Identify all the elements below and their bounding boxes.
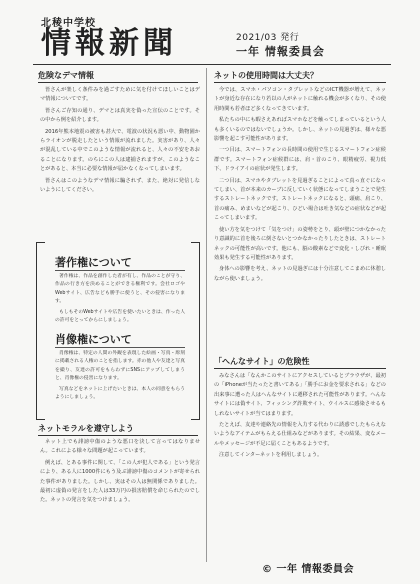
copyright-paragraph: 著作権は、作品を創作した者が有し、作品のことが守り、作品の行き方を決めることができる権利です。会社ロゴやWebサイト、広告なども勝手に使うと、その侵害になります。 xyxy=(55,274,185,305)
usage-heading: ネットの使用時間は大丈夫？ xyxy=(214,71,318,80)
moral-underline xyxy=(38,435,198,436)
hen-underline xyxy=(214,368,386,369)
usage-paragraph: 使い方を気をつけて「気をつけ」の姿勢をとり、頭が壁につかなかったり意識的に首を後ろに倒さないとつかなかったりしたときは、ストレートネックの可能性が高いです。他にも、脳の酸素などで変化・しびれ・睡眠効果も発生する可能性があります。 xyxy=(214,226,386,261)
portrait-body xyxy=(55,350,185,404)
hen-paragraph: みなさんは「なんかこのサイトにアクセスしているとブラウザが、最初の「iPhoneが当たったと書いてある」「勝手にお金を要求される」などの出来事に遭った人はへんなサイトに遷移された可能性があります。へんなサイトには偽サイト、フィッシング詐欺サイト、ウイルスに感染させるもしれないサイトが当てはまります。 xyxy=(214,373,386,417)
dema-paragraph: 皆さんが楽しく条件みを過ごすために気を付けてほしいことはデマ情報についてです。 xyxy=(40,87,200,103)
copyright-paragraph: もしもそのWebサイトや広告を使いたいときは、作った人の許可をとってからにしましょう。 xyxy=(55,309,185,324)
usage-paragraph: 一つ目は、スマートフォンの長時間の使用で生じるスマートフォン症候群です。スマートフォン症候群には、肩・首のこり、眼精疲労、視力低下、ドライアイの症状が発生します。 xyxy=(214,147,386,173)
usage-underline xyxy=(214,82,386,83)
school-name: 北稜中学校 xyxy=(41,18,96,29)
hen-heading: 「へんなサイト」の危険性 xyxy=(214,357,310,366)
masthead-rule xyxy=(33,64,391,65)
copyright-title: 著作権について xyxy=(55,256,132,269)
dema-paragraph: 2016年熊本地震の被害も甚大で、電波の状況も悪い中、動物園からライオンが脱走したという情報が流れました。実害があり、人々が混乱している中でこのような情報が流れると、人々の不安をあおることになります。のちにこの人は逮捕されますが、このようなことがあると、本当に必要な情報が届かなくなってしまいます。 xyxy=(40,128,200,173)
column-divider xyxy=(206,68,207,562)
dema-heading: 危険なデマ情報 xyxy=(38,71,94,80)
box-bracket-right xyxy=(191,242,200,420)
portrait-paragraph: 肖像権は、特定の人間の外観を表現した絵画・写真・彫刻に掲載される人権のことを指します。赤の他人や友達と写真を撮り、友達の許可をもらわずにSNSにアップしてしまうと、肖像権の侵害になります。 xyxy=(55,351,185,382)
hen-paragraph: たとえば、友達や連絡先の情報を入力する代わりに誘惑でしたもらえないようなアイテムがもらえる仕組みなどがあります。その結果、変なメールやメッセージが不足に届くこともあるようです。 xyxy=(214,422,386,447)
hen-paragraph: 注意してインターネットを利用しましょう。 xyxy=(219,452,323,459)
usage-paragraph: 二つ目は、スマホやタブレットを見過ぎることによって真っ直ぐになってしまい、首が本来のカーブに反していく状態になってしまうことで発生するストレートネックです。ストレートネックになると、頭痛、肩こり、首の痛み、めまいなどが起こり、ひどい場合は吐き気などの症状などが起こってしまいます。 xyxy=(214,177,386,222)
newspaper-title: 情報新聞 xyxy=(41,26,177,61)
publisher: 一年 情報委員会 xyxy=(236,45,325,58)
moral-paragraph: ネット上でも誹謗中傷のような悪口を決して言ってはなりません。これによる様々な問題が起こっています。 xyxy=(40,439,200,455)
moral-heading: ネットモラルを遵守しよう xyxy=(38,424,134,433)
issue-date: 2021/03 発行 xyxy=(236,33,300,43)
moral-body xyxy=(40,438,200,556)
copyright-body xyxy=(55,273,185,327)
box-bracket-left xyxy=(36,242,45,420)
dema-body xyxy=(40,86,200,197)
dema-paragraph: 皆さんはこのようなデマ情報に騙されず、また、絶対に発信しないようにしてください。 xyxy=(40,177,200,194)
footer-credit: © 一年 情報委員会 xyxy=(262,564,354,575)
hen-body xyxy=(214,372,386,552)
usage-paragraph: 私たちの中にも暇さえあればスマホなどを触ってしまっているという人も多くいるのではないでしょうか。しかし、ネットの見過ぎは、様々な悪影響を起こす可能性があります。 xyxy=(214,117,386,143)
portrait-title: 肖像権について xyxy=(55,333,132,346)
dema-underline xyxy=(38,82,198,83)
usage-body xyxy=(214,86,386,286)
dema-paragraph: 皆さんご存知の通り、デマとは真実を偽った宣伝のことです。その中から例を紹介します。 xyxy=(40,107,200,124)
portrait-rule xyxy=(55,347,185,348)
moral-paragraph: 例えば、とある事件に関して、「この人が犯人である」という発言により、ある人に1000件にもう及ぶ誹謗中傷のコメントが寄せられた事件がありました。しかし、実はその人は無関係でありました。最初に虚偽の発言をした人は33万円の損害賠償を命じられたのでした。ネットの発言を気をつけましょう。 xyxy=(40,459,200,504)
usage-paragraph: 今では、スマホ・パソコン・タブレットなどのICT機器が増えて、ネットが身近な存在になり若以の人がネットに触れる機会が多くなり、その使用時間も若者ほど多くなってきています。 xyxy=(214,87,386,112)
copyright-rule xyxy=(55,270,185,271)
portrait-paragraph: 写真などをネットに上げたいときは、本人の同意をもらうようにしましょう。 xyxy=(55,386,185,401)
rights-box xyxy=(36,242,200,418)
usage-paragraph: 身体への影響を考え、ネットの見過ぎには十分注意してこまめに休憩しながら使いましょう。 xyxy=(214,266,386,282)
